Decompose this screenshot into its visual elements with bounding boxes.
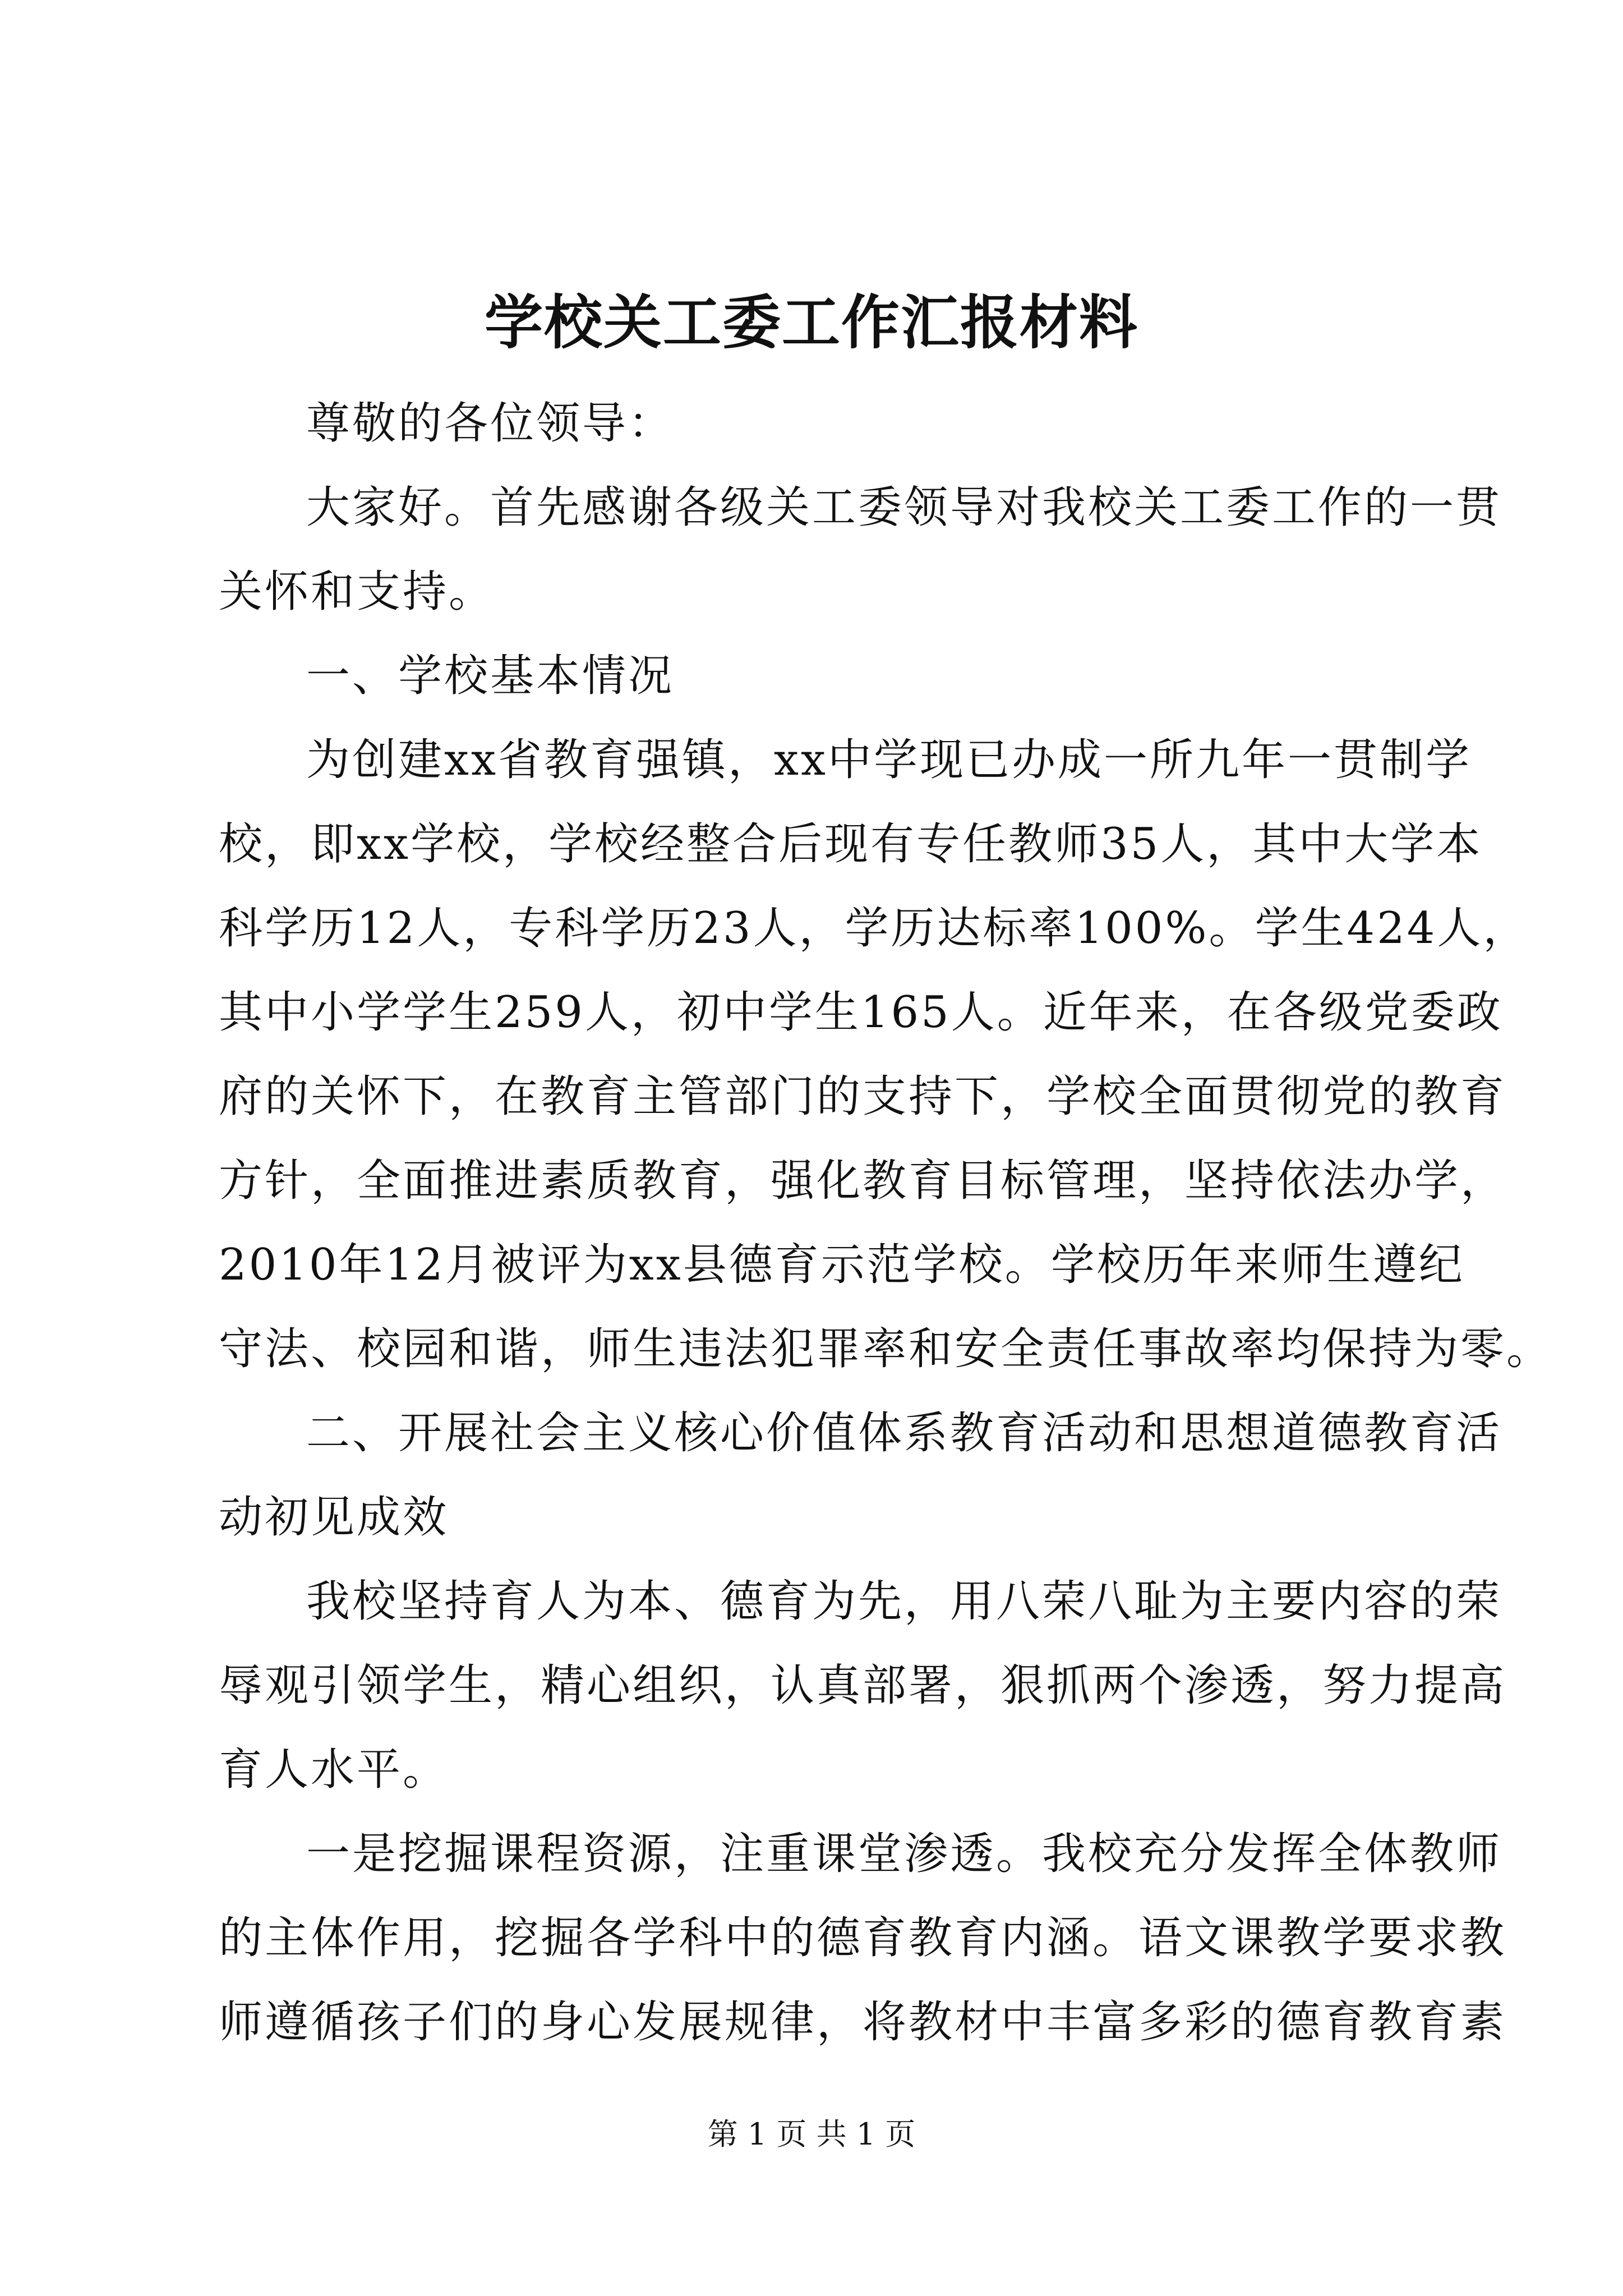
paragraph-line: 其中小学学生259人，初中学生165人。近年来，在各级党委政 (219, 987, 1503, 1038)
paragraph-line: 我校坚持育人为本、德育为先，用八荣八耻为主要内容的荣 (306, 1576, 1502, 1627)
document-body (219, 381, 1553, 2064)
page-number-footer: 第 1 页 共 1 页 (707, 2116, 916, 2152)
section-heading: 二、开展社会主义核心价值体系教育活动和思想道德教育活 (306, 1408, 1502, 1458)
section-heading: 一、学校基本情况 (306, 651, 675, 701)
paragraph-line: 的主体作用，挖掘各学科中的德育教育内涵。语文课教学要求教 (219, 1913, 1507, 1963)
paragraph-line: 辱观引领学生，精心组织，认真部署，狠抓两个渗透，努力提高 (219, 1660, 1507, 1711)
paragraph-line: 2010年12月被评为xx县德育示范学校。学校历年来师生遵纪 (219, 1240, 1465, 1290)
paragraph-line: 一是挖掘课程资源，注重课堂渗透。我校充分发挥全体教师 (306, 1829, 1502, 1879)
paragraph-line: 府的关怀下，在教育主管部门的支持下，学校全面贯彻党的教育 (219, 1071, 1507, 1122)
paragraph-line: 为创建xx省教育强镇，xx中学现已办成一所九年一贯制学 (306, 735, 1472, 785)
paragraph-line: 关怀和支持。 (219, 567, 495, 617)
paragraph-line: 育人水平。 (219, 1745, 449, 1795)
document-title: 学校关工委工作汇报材料 (484, 288, 1138, 357)
paragraph-line: 大家好。首先感谢各级关工委领导对我校关工委工作的一贯 (306, 482, 1502, 533)
section-heading-continued: 动初见成效 (219, 1492, 449, 1543)
paragraph-line: 师遵循孩子们的身心发展规律，将教材中丰富多彩的德育教育素 (219, 1997, 1507, 2047)
paragraph-line: 校，即xx学校，学校经整合后现有专任教师35人，其中大学本 (219, 819, 1483, 869)
paragraph-line: 方针，全面推进素质教育，强化教育目标管理，坚持依法办学， (219, 1156, 1507, 1206)
paragraph-line: 守法、校园和谐，师生违法犯罪率和安全责任事故率均保持为零。 (219, 1324, 1553, 1374)
paragraph-line: 科学历12人，专科学历23人，学历达标率100%。学生424人， (219, 903, 1529, 954)
salutation-line: 尊敬的各位领导： (306, 398, 675, 449)
